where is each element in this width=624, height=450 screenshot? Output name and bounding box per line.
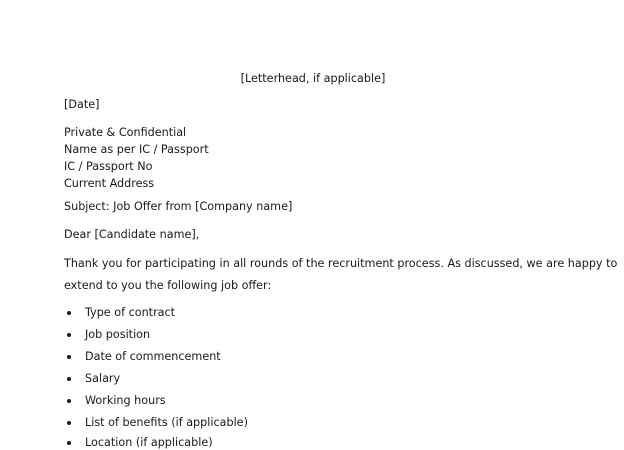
list-item-label: Job position: [85, 328, 151, 341]
bullet-icon: [67, 377, 71, 381]
list-item-label: Working hours: [85, 394, 166, 407]
recipient-id-number: IC / Passport No: [64, 160, 153, 173]
subject-line: Subject: Job Offer from [Company name]: [64, 200, 293, 213]
bullet-icon: [67, 441, 71, 445]
recipient-name: Name as per IC / Passport: [64, 143, 209, 156]
letterhead-placeholder: [Letterhead, if applicable]: [240, 72, 386, 85]
recipient-address: Current Address: [64, 177, 155, 190]
list-item-label: Date of commencement: [85, 350, 221, 363]
bullet-icon: [67, 355, 71, 359]
list-item-label: Type of contract: [85, 306, 176, 319]
bullet-icon: [67, 311, 71, 315]
bullet-icon: [67, 399, 71, 403]
date-placeholder: [Date]: [64, 98, 100, 111]
bullet-icon: [67, 421, 71, 425]
list-item-label: List of benefits (if applicable): [85, 416, 248, 429]
list-item-label: Salary: [85, 372, 121, 385]
body-paragraph-line-2: extend to you the following job offer:: [64, 279, 272, 292]
bullet-icon: [67, 333, 71, 337]
list-item-label: Location (if applicable): [85, 436, 213, 449]
salutation: Dear [Candidate name],: [64, 228, 200, 241]
confidential-label: Private & Confidential: [64, 126, 187, 139]
body-paragraph-line-1: Thank you for participating in all rounds of the recruitment process. As discussed, we are happy to: [64, 257, 618, 270]
